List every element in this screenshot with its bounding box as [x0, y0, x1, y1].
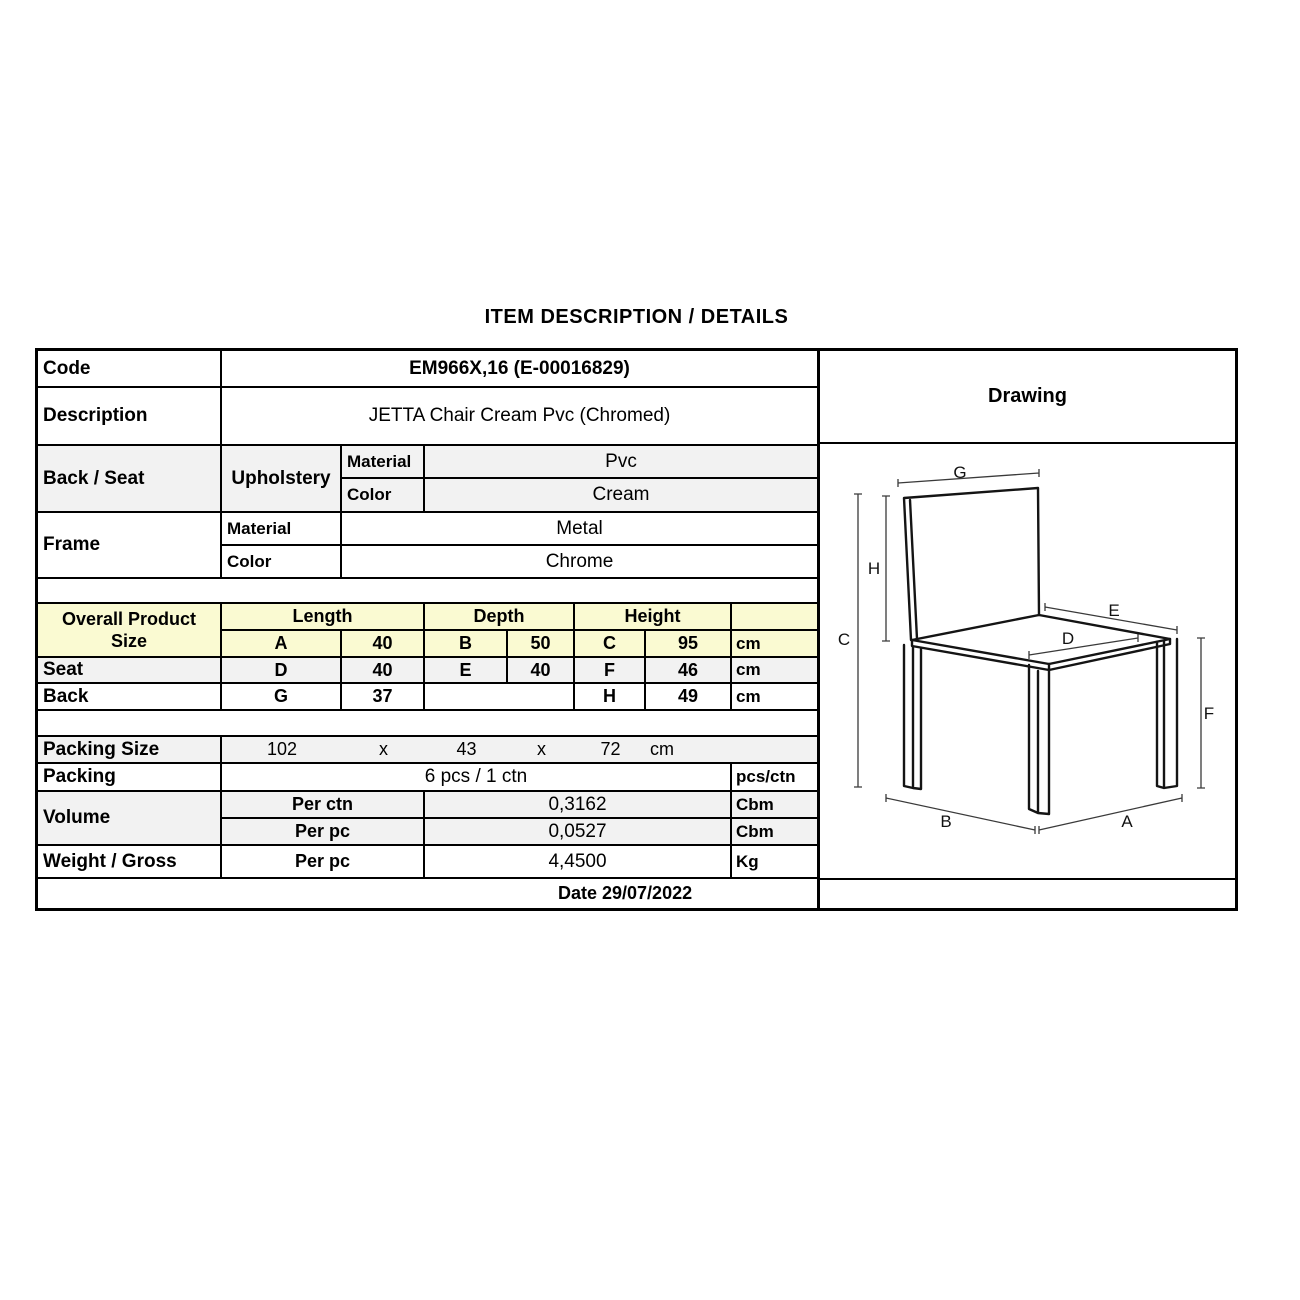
chair-backrest: [904, 488, 1039, 640]
date-row: Date 29/07/2022: [558, 883, 693, 903]
drawing-area: [820, 444, 1235, 880]
volume-per-ctn-unit: Cbm: [732, 792, 817, 819]
size-section-label-line2: Size: [110, 631, 148, 651]
back-seat-color-value: Cream: [425, 479, 817, 513]
frame-color-label: Color: [222, 546, 342, 579]
volume-per-ctn-value: 0,3162: [425, 792, 732, 819]
volume-per-pc-label: Per pc: [222, 819, 425, 846]
back-seat-label: Back / Seat: [38, 446, 222, 513]
frame-material-value: Metal: [342, 513, 817, 546]
back-seat-material-label: Material: [342, 446, 425, 479]
size-overall-b-key: B: [425, 631, 508, 658]
packing-size-unit: cm: [650, 739, 674, 759]
drawing-footer-blank: [820, 880, 1235, 908]
size-back-g-key: G: [222, 684, 342, 711]
spacer-row: [38, 711, 817, 737]
size-overall-b-value: 50: [508, 631, 575, 658]
code-value: EM966X,16 (E-00016829): [222, 351, 817, 388]
size-header-length: Length: [222, 604, 425, 631]
packing-value: 6 pcs / 1 ctn: [222, 764, 732, 792]
dim-label-f: F: [1203, 704, 1215, 723]
size-overall-unit: cm: [732, 631, 817, 658]
size-back-unit: cm: [732, 684, 817, 711]
size-overall-a-value: 40: [342, 631, 425, 658]
size-header-unit-blank: [732, 604, 817, 631]
packing-label: Packing: [38, 764, 222, 792]
chair-outline: [904, 488, 1177, 814]
size-seat-f-value: 46: [646, 658, 732, 684]
frame-color-value: Chrome: [342, 546, 817, 579]
weight-label: Weight / Gross: [38, 846, 222, 879]
size-back-label: Back: [38, 684, 222, 711]
volume-per-pc-value: 0,0527: [425, 819, 732, 846]
size-seat-label: Seat: [38, 658, 222, 684]
size-back-h-key: H: [575, 684, 646, 711]
size-seat-e-value: 40: [508, 658, 575, 684]
drawing-title: Drawing: [820, 351, 1235, 444]
size-overall-c-key: C: [575, 631, 646, 658]
weight-value: 4,4500: [425, 846, 732, 879]
packing-size-x2: x: [537, 739, 546, 759]
size-seat-unit: cm: [732, 658, 817, 684]
weight-sub-label: Per pc: [222, 846, 425, 879]
packing-size-values: [222, 737, 817, 764]
dim-label-h: H: [867, 559, 881, 578]
chair-leg-left: [904, 645, 921, 789]
packing-size-blank: [732, 737, 817, 762]
size-seat-d-value: 40: [342, 658, 425, 684]
packing-size-height: 72: [600, 739, 621, 759]
volume-per-pc-unit: Cbm: [732, 819, 817, 846]
packing-size-label: Packing Size: [38, 737, 222, 764]
description-label: Description: [38, 388, 222, 446]
page-title: ITEM DESCRIPTION / DETAILS: [484, 306, 789, 328]
size-seat-e-key: E: [425, 658, 508, 684]
packing-size-length: 102: [266, 739, 298, 759]
packing-size-values-grid: [222, 737, 817, 762]
volume-label: Volume: [38, 792, 222, 846]
packing-unit: pcs/ctn: [732, 764, 817, 792]
size-section-label-line1: Overall Product: [61, 608, 197, 629]
dim-label-c: C: [837, 630, 851, 649]
dim-label-e: E: [1108, 601, 1120, 620]
volume-per-ctn-label: Per ctn: [222, 792, 425, 819]
size-back-h-value: 49: [646, 684, 732, 711]
size-overall-c-value: 95: [646, 631, 732, 658]
size-seat-f-key: F: [575, 658, 646, 684]
spec-table: [35, 348, 820, 911]
back-seat-color-label: Color: [342, 479, 425, 513]
code-label: Code: [38, 351, 222, 388]
size-back-depth-blank: [425, 684, 575, 711]
spacer-row: [38, 579, 817, 604]
packing-size-depth: 43: [456, 739, 477, 759]
chair-drawing: [820, 444, 1235, 878]
back-seat-material-value: Pvc: [425, 446, 817, 479]
size-back-g-value: 37: [342, 684, 425, 711]
description-value: JETTA Chair Cream Pvc (Chromed): [222, 388, 817, 446]
dim-label-g: G: [953, 463, 967, 482]
size-overall-a-key: A: [222, 631, 342, 658]
drawing-panel: [820, 348, 1238, 911]
size-section-label: [38, 604, 222, 658]
dim-label-d: D: [1061, 629, 1075, 648]
frame-material-label: Material: [222, 513, 342, 546]
size-header-depth: Depth: [425, 604, 575, 631]
back-seat-group: Upholstery: [222, 446, 342, 513]
size-header-height: Height: [575, 604, 732, 631]
packing-size-x1: x: [379, 739, 388, 759]
weight-unit: Kg: [732, 846, 817, 879]
content-area: [35, 348, 1238, 911]
chair-leg-front: [1029, 665, 1049, 814]
dim-label-b: B: [940, 812, 952, 831]
frame-label: Frame: [38, 513, 222, 579]
chair-leg-right: [1157, 639, 1177, 788]
dim-label-a: A: [1121, 812, 1133, 831]
size-seat-d-key: D: [222, 658, 342, 684]
